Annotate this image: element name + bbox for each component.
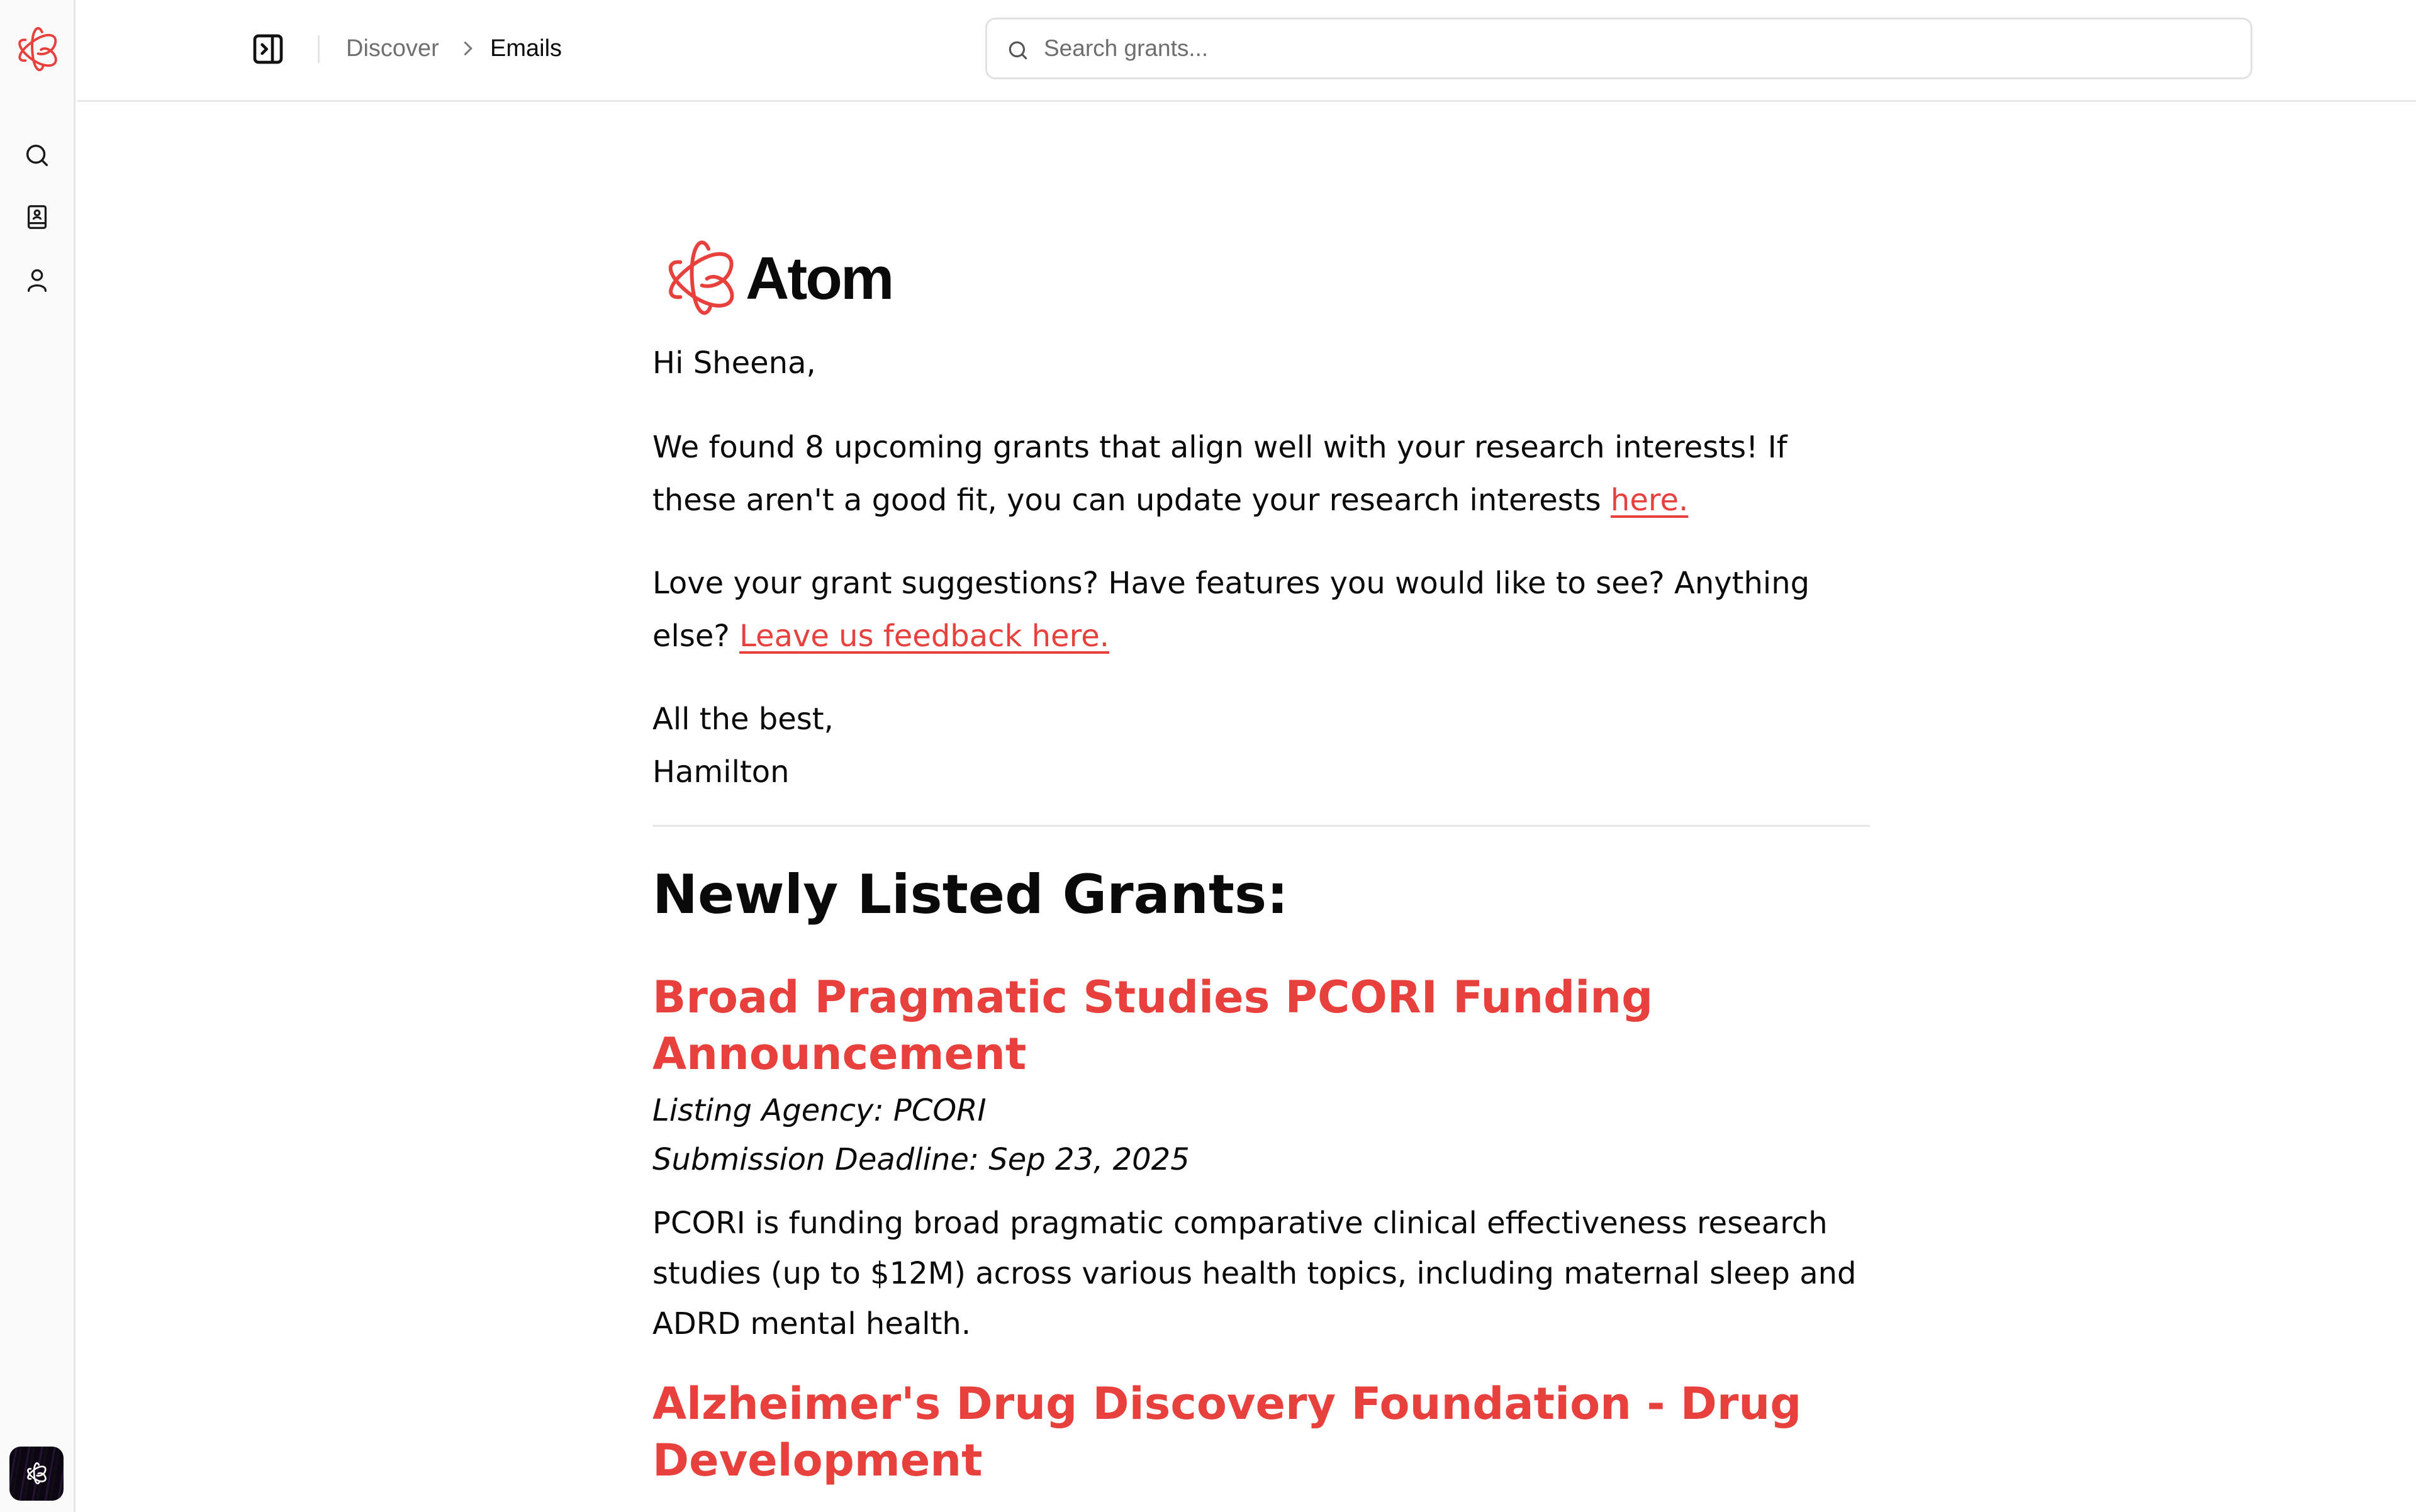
brand-header — [652, 233, 1870, 324]
search-icon — [1006, 38, 1030, 62]
update-interests-link[interactable]: here. — [1610, 483, 1689, 518]
signature: Hamilton — [652, 754, 790, 790]
sidebar-toggle-icon[interactable] — [250, 31, 286, 67]
chevron-right-icon — [461, 39, 476, 58]
intro-text: We found 8 upcoming grants that align well with your research interests! If these aren't a good fit, you can update your research interests — [652, 430, 1787, 518]
sidebar — [0, 0, 76, 1512]
grant-agency: Listing Agency: PCORI — [652, 1093, 987, 1128]
grant-deadline: Submission Deadline: Sep 23, 2025 — [652, 1142, 1190, 1177]
grant-title-link[interactable]: Broad Pragmatic Studies PCORI Funding Announcement — [652, 972, 1653, 1080]
greeting: Hi Sheena, — [652, 345, 816, 381]
atom-logo-icon[interactable] — [13, 24, 62, 76]
user-icon[interactable] — [23, 266, 52, 294]
app-launcher-button[interactable] — [9, 1447, 64, 1501]
grant-title-link[interactable]: Alzheimer's Drug Discovery Foundation - Drug Development — [652, 1378, 1802, 1486]
signoff-block — [652, 693, 1870, 798]
search-icon[interactable] — [23, 141, 52, 170]
brand-name: Atom — [746, 244, 893, 312]
section-heading: Newly Listed Grants: — [652, 863, 1289, 926]
grant-item — [652, 1375, 1870, 1489]
feedback-text: Love your grant suggestions? Have features you would like to see? Anything else? — [652, 566, 1810, 654]
section-divider — [652, 825, 1870, 827]
breadcrumb-emails: Emails — [490, 35, 562, 62]
breadcrumb-discover[interactable]: Discover — [346, 35, 439, 62]
top-header — [77, 0, 2416, 102]
grant-description: PCORI is funding broad pragmatic comparative clinical effectiveness research studies (up to $12M) across various health topics, including maternal sleep and ADRD mental health. — [652, 1206, 1857, 1341]
header-divider — [318, 35, 320, 63]
grant-meta — [652, 1086, 1870, 1184]
atom-icon — [25, 1462, 48, 1486]
feedback-paragraph — [652, 557, 1870, 663]
contact-book-icon[interactable] — [23, 203, 52, 232]
signoff: All the best, — [652, 702, 834, 737]
email-content — [652, 233, 1870, 1489]
search-input[interactable] — [1044, 28, 2227, 69]
atom-logo-icon — [659, 234, 742, 323]
grant-item — [652, 969, 1870, 1349]
intro-paragraph — [652, 421, 1870, 527]
feedback-link[interactable]: Leave us feedback here. — [739, 619, 1110, 654]
search-bar[interactable] — [985, 18, 2252, 79]
